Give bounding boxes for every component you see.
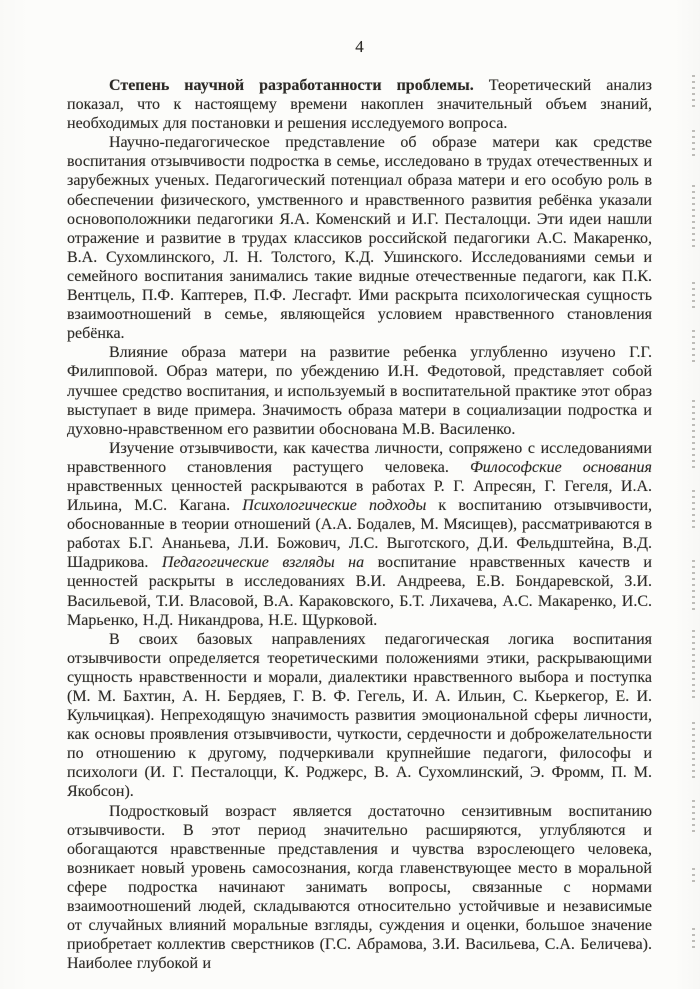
paragraph-run: Научно-педагогическое представление об образе матери как средстве воспитания отзывчивости подростка в семье, исследовано в трудах отечественных и зарубежных ученых. Педагогический потенциал образа матери и его особую роль в обеспечении физического, умственного и нравственного развития ребёнка указали основоположники педагогики Я.А. Коменский и И.Г. Песталоцци. Эти идеи нашли отражение и развитие в трудах классиков российской педагогики А.С. Макаренко, В.А. Сухомлинского, Л. Н. Толстого, К.Д. Ушинского. Исследованиями семьи и семейного воспитания занимались такие видные отечественные педагоги, как П.К. Вентцель, П.Ф. Каптерев, П.Ф. Лесгафт. Ими раскрыта психологическая сущность взаимоотношений в семье, являющейся условием нравственного становления ребёнка. — [67, 134, 652, 343]
page-body — [67, 76, 652, 973]
paragraph — [67, 630, 652, 802]
paragraph — [67, 343, 652, 438]
paragraph — [67, 76, 652, 133]
paragraph-run: Влияние образа матери на развитие ребенка углубленно изучено Г.Г. Филипповой. Образ матери, по убеждению И.Н. Федотовой, представляет собой лучшее средство воспитания, и используемый в воспитательной практике этот образ выступает в виде примера. Значимость образа матери в социализации подростка и духовно-нравственном его развитии обоснована М.В. Василенко. — [67, 344, 652, 438]
paragraph-run: В своих базовых направлениях педагогическая логика воспитания отзывчивости определяется теоретическими положениями этики, раскрывающими сущность нравственности и морали, диалектики нравственного выбора и поступка (М. М. Бахтин, А. Н. Бердяев, Г. В. Ф. Гегель, И. А. Ильин, С. Кьеркегор, Е. И. Кульчицкая). Непреходящую значимость развития эмоциональной сферы личности, как основы проявления отзывчивости, чуткости, сердечности и доброжелательности по отношению к другому, подчеркивали крупнейшие педагоги, философы и психологи (И. Г. Песталоцци, К. Роджерс, В. А. Сухомлинский, Э. Фромм, П. М. Якобсон). — [67, 630, 652, 801]
paragraph-run: Подростковый возраст является достаточно сензитивным воспитанию отзывчивости. В этот период значительно расширяются, углубляются и обогащаются нравственные представления и чувства взрослеющего человека, возникает новый уровень самосознания, когда главенствующее место в моральной сфере подростка начинают занимать вопросы, связанные с нормами взаимоотношений людей, складываются относительно устойчивые и независимые от случайных влияний моральные взгляды, суждения и оценки, большое значение приобретает коллектив сверстников (Г.С. Абрамова, З.И. Васильева, С.А. Беличева). Наиболее глубокой и — [67, 802, 652, 973]
paragraph-run: Изучение отзывчивости, как качества личности, сопряжено с исследованиями нравственного становления растущего человека. — [67, 439, 652, 476]
scan-edge-mark — [692, 282, 695, 310]
scan-edge-mark — [692, 330, 695, 362]
scan-edge-mark — [692, 928, 695, 952]
paragraph-run-italic: Философские основания — [469, 458, 652, 476]
scan-edge-mark — [692, 130, 695, 160]
paragraph — [67, 439, 652, 630]
paragraph — [67, 802, 652, 974]
paragraph-run: нравственных ценностей раскрываются в работах Р. Г. Апресян, Г. Гегеля, И.А. Ильина, М.С. Кагана. — [67, 477, 652, 515]
paragraph-run-italic: Педагогические взгляды на — [161, 554, 365, 572]
scan-edge-artifacts — [691, 0, 697, 989]
scan-edge-mark — [692, 75, 695, 110]
scan-edge-mark — [692, 185, 695, 250]
scan-edge-mark — [692, 490, 695, 532]
scan-edge-mark — [692, 630, 695, 700]
scan-edge-mark — [692, 400, 695, 470]
paragraph-run: к воспитанию отзывчивости, обоснованные в теории отношений (А.А. Бодалев, М. Мясищев), рассматриваются в работах Б.Г. Ананьева, Л.И. Божович, Л.С. Выготского, Д.И. Фельдштейна, В.Д. Шадрикова. — [67, 497, 653, 572]
paragraph-run-bold: Степень научной разработанности проблемы. — [109, 77, 474, 94]
paragraph-run: воспитание нравственных качеств и ценностей раскрыты в исследованиях В.И. Андреева, Е.В. Бондаревской, З.И. Васильевой, Т.И. Власовой, В.А. Караковского, Б.Т. Лихачева, А.С. Макаренко, И.С. Марьенко, Н.Д. Никандрова, Н.Е. Щурковой. — [67, 554, 652, 629]
scan-edge-mark — [692, 722, 695, 780]
scan-edge-mark — [692, 800, 695, 832]
paragraph — [67, 133, 652, 343]
scan-edge-mark — [692, 868, 695, 882]
page-number: 4 — [355, 37, 364, 56]
scan-edge-mark — [692, 560, 695, 612]
paragraph-run-italic: Психологические подходы — [242, 497, 427, 515]
paragraph-run: Теоретический анализ показал, что к настоящему времени накоплен значительный объем знаний, необходимых для постановки и решения исследуемого вопроса. — [67, 77, 652, 133]
